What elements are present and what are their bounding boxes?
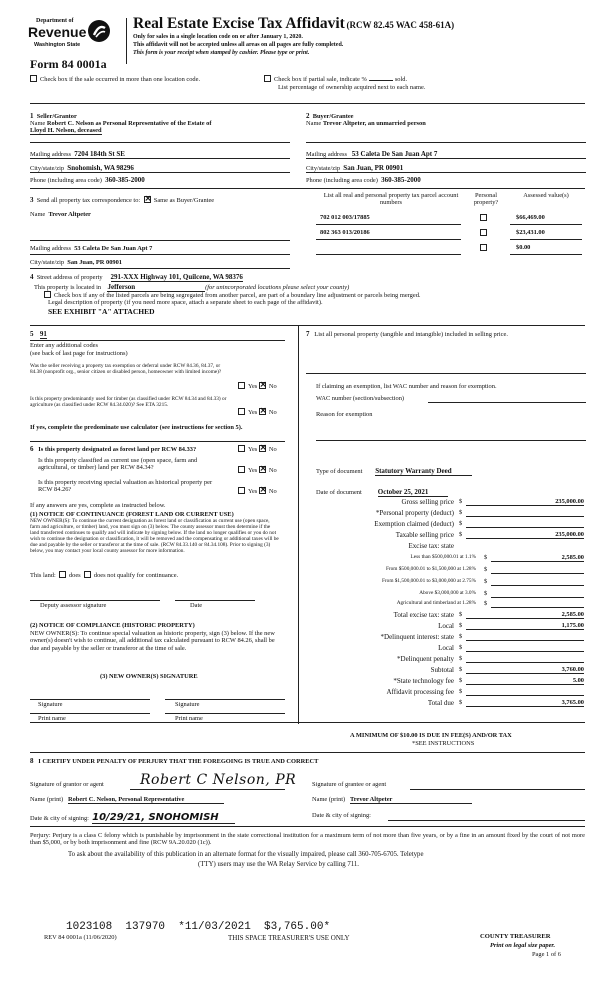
personal-property-checkbox[interactable] [480, 229, 487, 236]
tech-fee-value[interactable]: 5.00 [466, 677, 584, 685]
delinq-penalty-label: *Delinquent penalty [397, 655, 454, 663]
taxable-label: Taxable selling price [395, 531, 454, 539]
codes-note: (see back of last page for instructions) [30, 350, 128, 357]
segregated-checkbox[interactable] [44, 291, 51, 298]
seller-mailing[interactable]: Mailing address 7204 184th St SE [30, 150, 125, 158]
bracket-3-label: From $1,500,000.01 to $3,000,000 at 2.75% [381, 578, 476, 584]
see-instructions: *SEE INSTRUCTIONS [412, 740, 475, 747]
logo-emblem-icon [88, 20, 110, 42]
s6-q2: Is this property classified as current use (open space, farm and agricultural, or timber) land per RCW 84.34? [38, 457, 198, 472]
partial-sale-check[interactable] [264, 75, 407, 83]
local-label: Local [438, 622, 454, 630]
deputy-sig-label: Deputy assessor signature [40, 602, 107, 609]
total-state-value[interactable]: 2,585.00 [466, 611, 584, 619]
minimum-fee-note: A MINIMUM OF $10.00 IS DUE IN FEE(S) AND/OR TAX [350, 732, 512, 739]
grantor-signature[interactable]: Robert C Nelson, PR [140, 772, 297, 788]
correspondence-row: 3 Send all property tax correspondence to: × Same as Buyer/Grantee [30, 196, 214, 204]
bracket-5-label: Agricultural and timberland at 1.28% [396, 600, 476, 606]
s6-q3: Is this property receiving special valuation as historical property per RCW 84.26? [38, 479, 213, 494]
buyer-phone[interactable]: Phone (including area code) 360-385-2000 [306, 176, 421, 184]
bracket-1-value[interactable]: 2,585.00 [491, 554, 584, 562]
legal-desc-label: Legal description of property (if you need more space, attach a separate sheet to each page of the affidavit). [48, 299, 323, 306]
s6-q1-answer[interactable]: Yes × No [238, 445, 277, 453]
does-checkbox[interactable] [59, 571, 66, 578]
buyer-name[interactable]: Name Trevor Altpeter, an unmarried person [306, 120, 426, 127]
seller-heading: 1 Seller/Grantor [30, 112, 77, 120]
signature-label: Signature [175, 701, 200, 708]
ownership-pct-note: List percentage of ownership acquired next to each name. [278, 84, 426, 91]
perjury-text: Perjury: Perjury is a class C felony which is punishable by imprisonment in the state correctional institution for a maximum term of not more than five years, or by a fine in an amount fixed by the court of not more than $5,000, or by both imprisonment and fine (RCW 9A.20.020 (1c)). [30, 832, 585, 847]
corr-mailing[interactable]: Mailing address 53 Caleta De San Juan Apt 7 [30, 245, 153, 252]
parcel-row[interactable] [320, 242, 582, 254]
compliance-title: (2) NOTICE OF COMPLIANCE (HISTORIC PROPERTY) [30, 622, 195, 629]
partial-sale-label: Check box if partial sale, indicate % [274, 76, 367, 83]
title-rcw: (RCW 82.45 WAC 458-61A) [346, 20, 455, 30]
s6-if-yes: If any answers are yes, complete as instructed below. [30, 502, 166, 509]
assessed-value: $66,469.00 [516, 214, 545, 221]
exemption-deduct-label: Exemption claimed (deduct) [374, 520, 454, 528]
compliance-text: NEW OWNER(S): To continue special valuation as historic property, sign (3) below. If the new owner(s) doesn't wish to continue, all additional tax calculated pursuant to RCW 84.26, shall be due and payable by the seller or transferor at the time of sale. [30, 630, 275, 652]
doc-type[interactable]: Type of document Statutory Warranty Deed [316, 467, 472, 475]
personal-property-checkbox[interactable] [480, 214, 487, 221]
grantor-name[interactable]: Name (print) Robert C. Nelson, Personal Representative [30, 796, 224, 803]
additional-codes[interactable]: 5 91 [30, 330, 47, 338]
s5-q2: Is this property predominantly used for timber (as classified under RCW 84.34 and 84.33) or agriculture (as classified under RCW 84.34.020)? See ETA 3215. [30, 396, 227, 409]
exemption-deduct-value[interactable] [466, 520, 584, 528]
grantor-signature-label: Signature of grantor or agent [30, 781, 104, 788]
delinq-local-label: Local [438, 644, 454, 652]
taxable-value[interactable]: 235,000.00 [466, 531, 584, 539]
seller-phone[interactable]: Phone (including area code) 360-385-2000 [30, 176, 145, 184]
gross-label: Gross selling price [401, 498, 454, 506]
form-number: Form 84 0001a [30, 57, 107, 71]
s5-q3: If yes, complete the predominate use calculator (see instructions for section 5). [30, 424, 243, 431]
buyer-heading: 2 Buyer/Grantee [306, 112, 354, 120]
s5-q1: Was the seller receiving a property tax exemption or deferral under RCW 84.36, 84.37, or 84.38 (nonprofit org., senior citizen or disabled person, homeowner with limited income)? [30, 363, 222, 376]
corr-name[interactable]: Name Trevor Altpeter [30, 211, 91, 218]
codes-label: Enter any additional codes [30, 342, 98, 349]
total-due-value[interactable]: 3,765.00 [466, 699, 584, 707]
parcel-number: 802 363 013/20186 [320, 229, 370, 236]
bracket-1-label: Less than $500,000.01 at 1.1% [410, 554, 476, 560]
parcel-row[interactable] [320, 227, 582, 239]
subtotal-value[interactable]: 3,760.00 [466, 666, 584, 674]
title-text: Real Estate Excise Tax Affidavit [133, 15, 345, 32]
form-revision: REV 84 0001a (11/06/2020) [44, 934, 117, 941]
personal-property-checkbox[interactable] [480, 244, 487, 251]
parcel-number: 702 012 003/17885 [320, 214, 370, 221]
partial-sale-checkbox[interactable] [264, 75, 271, 82]
parcels-header-personal: Personal property? [473, 192, 499, 207]
dor-logo [28, 18, 120, 56]
doc-date[interactable]: Date of document October 25, 2021 [316, 488, 448, 496]
grantee-name[interactable]: Name (print) Trevor Altpeter [312, 796, 472, 803]
multi-location-label: Check box if the sale occurred in more than one location code. [40, 76, 201, 83]
total-state-label: Total excise tax: state [393, 611, 454, 619]
corr-city[interactable]: City/state/zip San Juan, PR 00901 [30, 259, 122, 266]
header-note-3: This form is your receipt when stamped by cashier. Please type or print. [133, 50, 310, 56]
continuance-title: (1) NOTICE OF CONTINUANCE (FOREST LAND OR CURRENT USE) [30, 511, 234, 518]
legal-description[interactable]: SEE EXHIBIT "A" ATTACHED [48, 307, 155, 316]
grantor-date-city[interactable]: Date & city of signing: 10/29/21, SNOHOMISH [30, 812, 235, 824]
logo-dept-line: Department of [36, 18, 74, 24]
grantee-date-city[interactable]: Date & city of signing: [312, 812, 371, 819]
multi-location-check[interactable] [30, 75, 200, 83]
same-as-buyer-checkbox[interactable] [144, 196, 151, 203]
s6-q3-answer[interactable]: Yes × No [238, 487, 277, 495]
s5-q2-answer[interactable]: Yes × No [238, 408, 277, 416]
legal-paper-note: Print on legal size paper. [490, 942, 556, 949]
accessibility-text: To ask about the availability of this publication in an alternate format for the visually impaired, please call 360-705-6705. Teletype [68, 851, 424, 858]
county-located[interactable]: This property is located in Jefferson (for unincorporated locations please select your county) [34, 283, 350, 291]
excise-state-label: Excise tax: state [408, 542, 454, 550]
form-title [133, 15, 454, 33]
seller-name: Name Robert C. Nelson as Personal Representative of the Estate of Lloyd H. Nelson, deceased [30, 120, 212, 135]
this-land-row: This land: does does not qualify for continuance. [30, 572, 179, 579]
print-name-label: Print name [38, 715, 66, 722]
parcel-row[interactable] [320, 212, 582, 224]
bracket-2-label: From $500,000.01 to $1,500,000 at 1.28% [385, 566, 476, 572]
subtotal-label: Subtotal [430, 666, 454, 674]
treasurer-use: THIS SPACE TREASURER'S USE ONLY [228, 934, 350, 942]
county-treasurer: COUNTY TREASURER [480, 933, 551, 940]
bracket-4-label: Above $3,000,000 at 3.0% [419, 590, 476, 596]
print-name-label: Print name [175, 715, 203, 722]
header-note-1: Only for sales in a single location code on or after January 1, 2020. [133, 34, 303, 40]
tech-fee-label: *State technology fee [393, 677, 454, 685]
assessed-value: $0.00 [516, 244, 531, 251]
logo-state-line: Washington State [34, 42, 81, 48]
assessed-value: $23,431.00 [516, 229, 545, 236]
certify-heading: 8 I CERTIFY UNDER PENALTY OF PERJURY THAT THE FOREGOING IS TRUE AND CORRECT [30, 757, 319, 765]
parcels-header-accounts: List all real and personal property tax parcel account numbers [323, 192, 459, 207]
street-address[interactable]: 4 Street address of property 291-XXX Highway 101, Quilcene, WA 98376 [30, 273, 243, 281]
personal-deduct-label: *Personal property (deduct) [375, 509, 454, 517]
deputy-date-label: Date [190, 602, 203, 609]
sold-label: sold. [394, 76, 408, 83]
buyer-city[interactable]: City/state/zip San Juan, PR 00901 [306, 164, 404, 172]
grantee-signature-label: Signature of grantee or agent [312, 781, 387, 788]
buyer-mailing[interactable]: Mailing address 53 Caleta De San Juan Apt 7 [306, 150, 438, 158]
exemption-reason[interactable]: Reason for exemption [316, 411, 373, 418]
delinq-interest-label: *Delinquent interest: state [380, 633, 454, 641]
seller-city[interactable]: City/state/zip Snohomish, WA 98296 [30, 164, 134, 172]
continuance-text: NEW OWNER(S): To continue the current designation as forest land or classification as current use (open space, farm and agriculture, or timber) land, you must sign on (3) below. The county assessor must then determine if the land transferred continues to qualify and will indicate by signing below. If the land no longer qualifies or you do not wish to continue the designation or classification, it will be removed and the compensating or additional taxes will be due and payable by the seller or transferor at the time of sale. (RCW 84.33.140 or 84.34.108). Prior to signing (3) below, you may contact your local county assessor for more information. [30, 518, 279, 554]
header-note-2: This affidavit will not be accepted unless all areas on all pages are fully completed. [133, 42, 344, 48]
does-not-checkbox[interactable] [84, 571, 91, 578]
gross-value[interactable]: 235,000.00 [466, 498, 584, 506]
affidavit-fee-label: Affidavit processing fee [386, 688, 454, 696]
wac-number[interactable]: WAC number (section/subsection) [316, 395, 405, 402]
s6-q1: 6 Is this property designated as forest land per RCW 84.33? [30, 445, 197, 453]
tty-text: (TTY) users may use the WA Relay Service by calling 711. [198, 861, 360, 868]
treasurer-receipt: 1023108 137970 *11/03/2021 $3,765.00* [66, 921, 331, 933]
total-due-label: Total due [427, 699, 454, 707]
segregated-check[interactable]: Check box if any of the listed parcels are being segregated from another parcel, are part of a boundary line adjustment or parcels being merged. [44, 291, 421, 299]
page-number: Page 1 of 6 [532, 951, 561, 958]
personal-deduct-value[interactable] [466, 509, 584, 517]
exemption-note: If claiming an exemption, list WAC number and reason for exemption. [316, 383, 497, 390]
local-value[interactable]: 1,175.00 [466, 622, 584, 630]
s5-q1-answer[interactable]: Yes × No [238, 382, 277, 390]
parcels-header-value: Assessed value(s) [523, 192, 569, 199]
logo-revenue: Revenue [28, 24, 87, 40]
multi-location-checkbox[interactable] [30, 75, 37, 82]
signature-label: Signature [38, 701, 63, 708]
s6-q2-answer[interactable]: Yes × No [238, 466, 277, 474]
personal-property-list[interactable]: 7 List all personal property (tangible and intangible) included in selling price. [306, 330, 508, 338]
new-owner-sig-title: (3) NEW OWNER(S) SIGNATURE [100, 673, 198, 680]
tax-table: Gross selling price $ 235,000.00 *Personal property (deduct) $ Exemption claimed (deduct) $ Taxable selling price $ 235,000.00 Excise tax: state Less than $500,000.01 at 1.1% $ 2,585.00 From $500,000.01 to $1,500,000 at 1.28% $ From $1,500,000.01 to $3,000,000 at 2.75% $ Above $3,000,000 at 3.0% $ Agricultural and timberland at 1.28% $ Total excise tax: state $ 2,585.00 Local $ 1,175.00 *Delinquent interest: state $ Local $ *Delinquent penalty $ Subtotal $ 3,760.00 *State technology fee $ 5.00 Affidavit processing fee $ Total due $ 3,765.00 [374, 498, 584, 707]
